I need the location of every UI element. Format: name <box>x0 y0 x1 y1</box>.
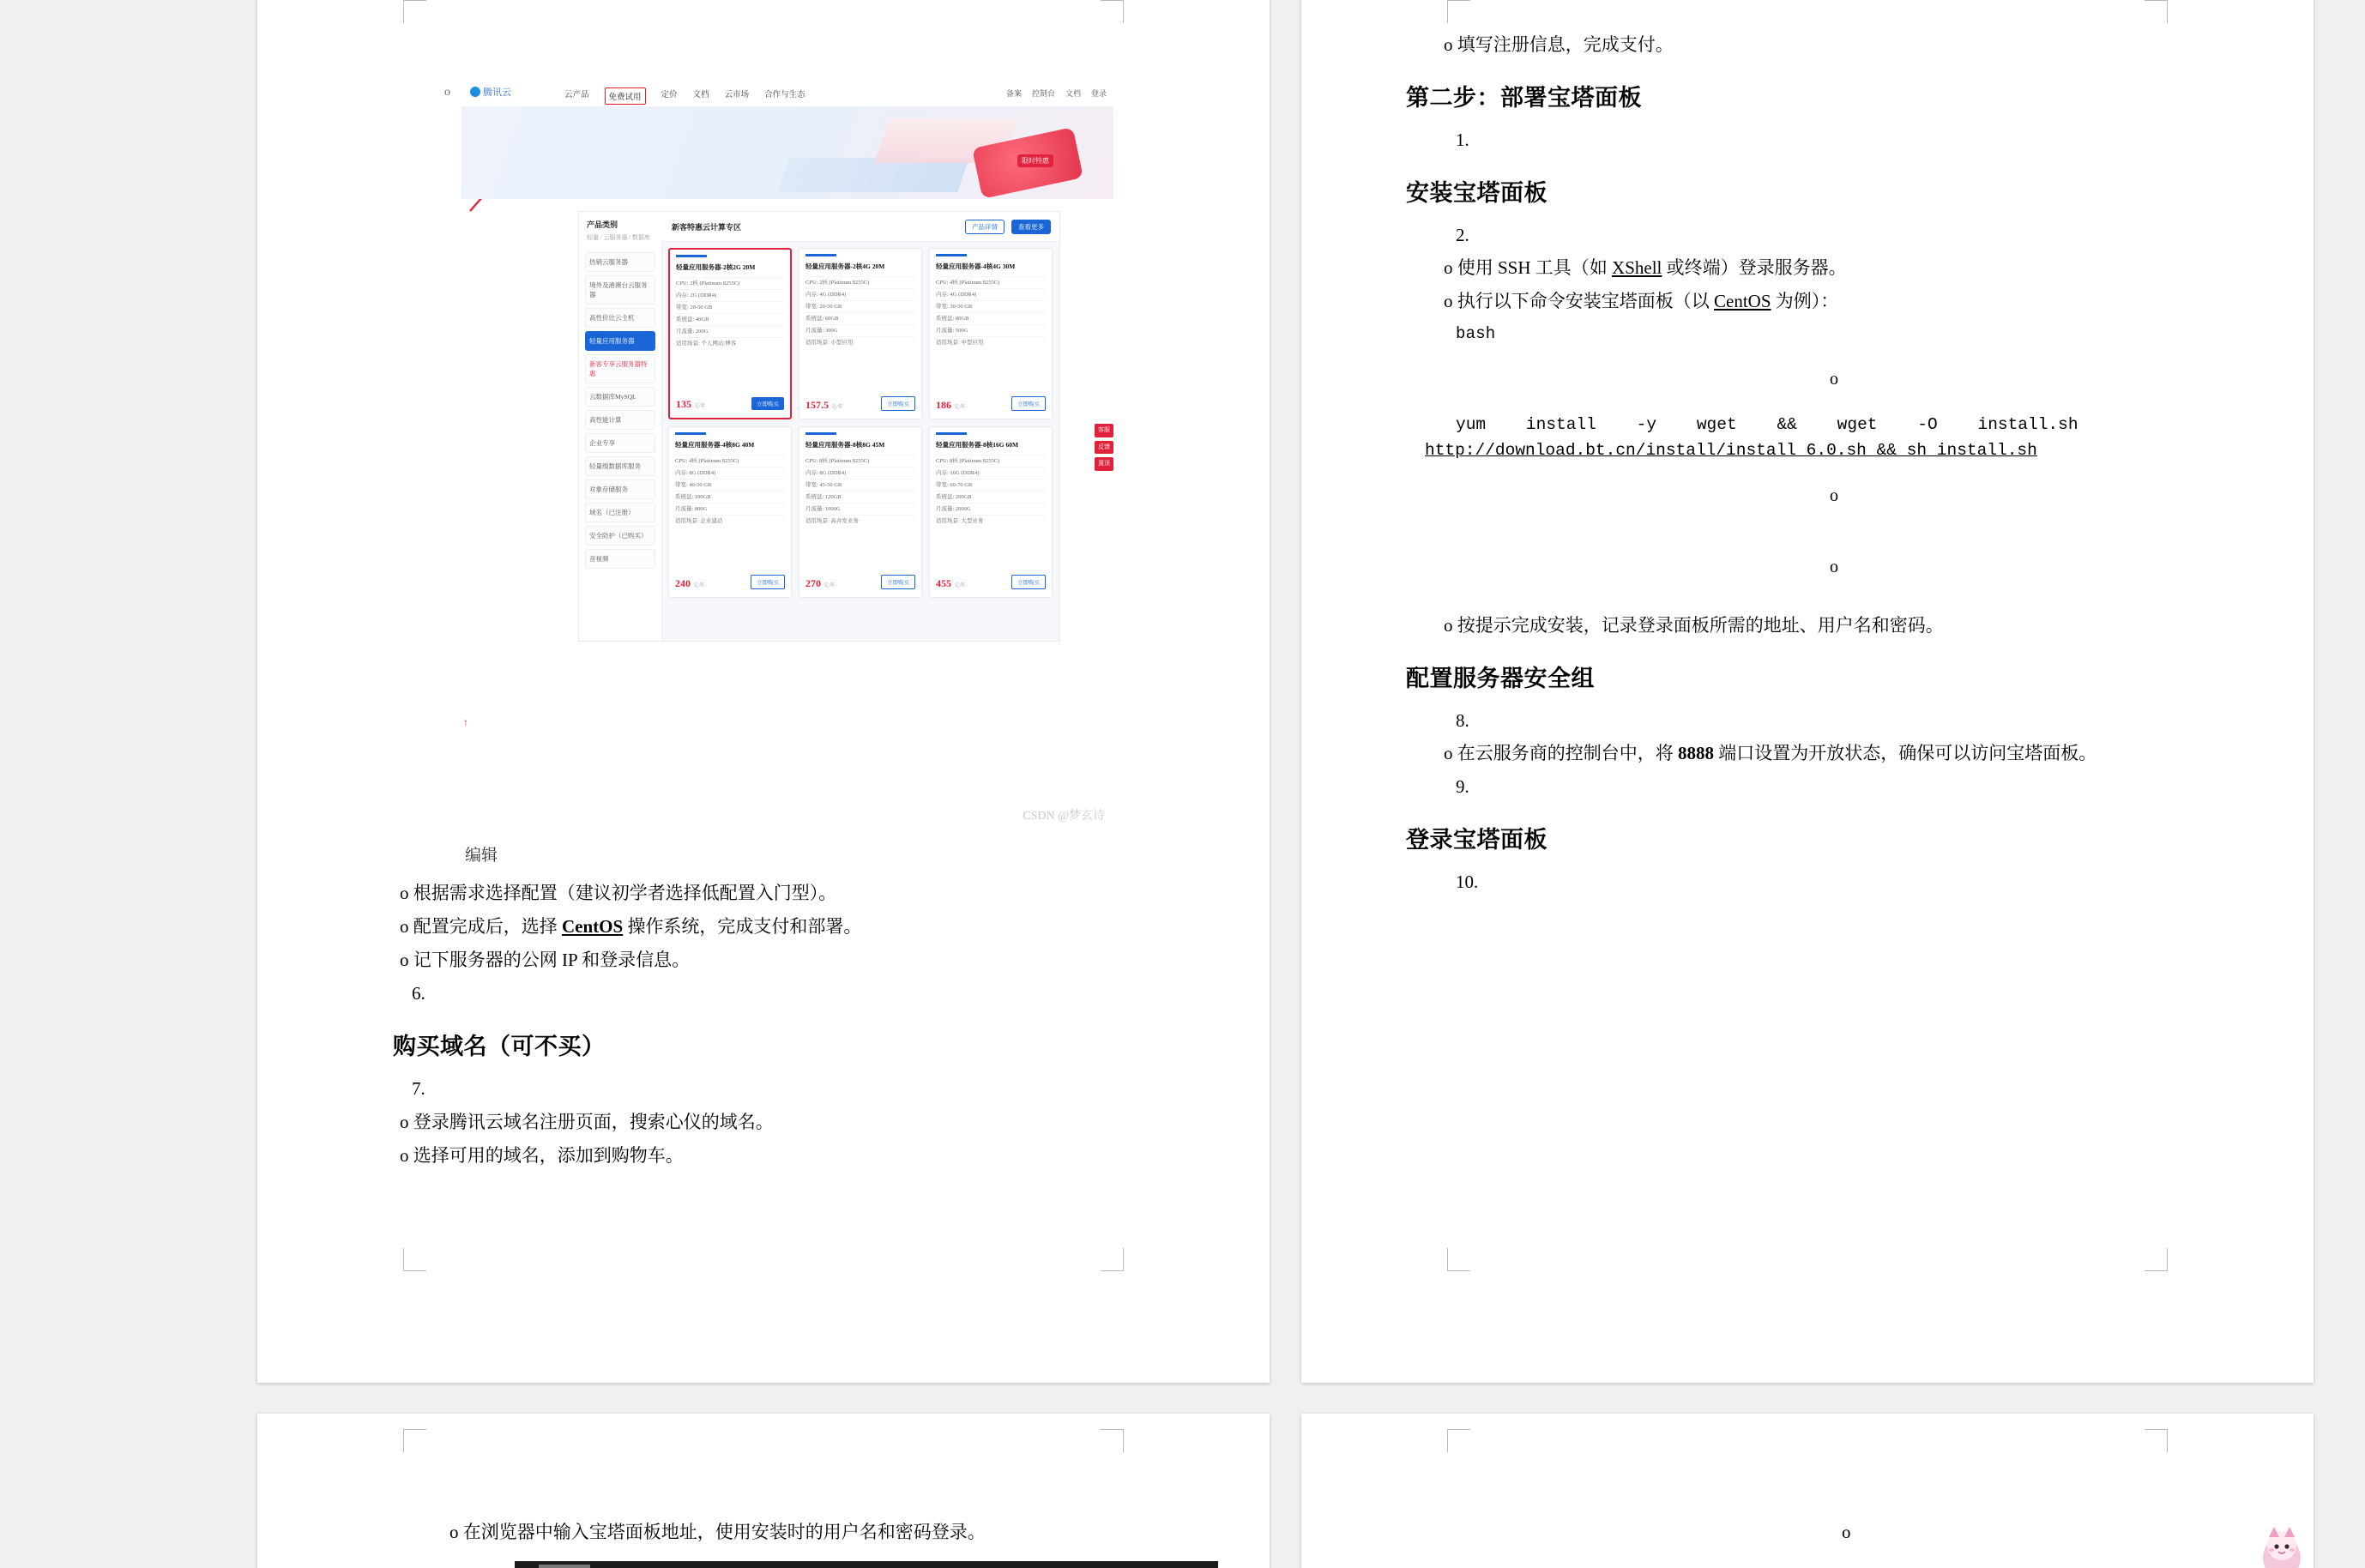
logo-dot-icon <box>470 87 480 97</box>
card-buy-button: 立即购买 <box>881 396 915 411</box>
product-card <box>668 426 792 598</box>
mascot-icon <box>2252 1523 2312 1568</box>
card-spec: 系统盘: 80GB <box>936 312 1046 324</box>
card-price: 186 元/年 <box>936 399 966 411</box>
page-right-body <box>1406 29 2212 899</box>
bullet-item-command: o 执行以下命令安装宝塔面板（以 CentOS 为例）： <box>1444 291 1839 312</box>
card-spec: 系统盘: 40GB <box>676 313 784 325</box>
bullet-item: o 登录腾讯云域名注册页面，搜索心仪的域名。 <box>400 1111 774 1132</box>
figure-site-nav-right <box>1006 87 1107 99</box>
card-spec: 月流量: 500G <box>936 324 1046 336</box>
card-spec: 月流量: 800G <box>675 503 785 515</box>
list-number: 10. <box>1456 871 1479 893</box>
card-accent-bar <box>805 432 836 435</box>
embedded-screenshot-figure <box>410 46 1113 835</box>
panel-header-buttons <box>965 220 1051 234</box>
nav-right-item: 控制台 <box>1031 89 1055 98</box>
section-heading-security: 配置服务器安全组 <box>1406 665 1595 691</box>
figure-logo-text: 腾讯云 <box>483 87 511 98</box>
nav-item: 文档 <box>692 91 709 100</box>
side-tab: 反馈 <box>1095 441 1113 455</box>
card-spec: 内存: 8G (DDR4) <box>805 467 915 479</box>
sidebar-item: 企业专享 <box>585 433 655 453</box>
os-name: CentOS <box>1714 291 1771 312</box>
card-spec: 月流量: 200G <box>676 325 784 337</box>
port-number: 8888 <box>1678 742 1714 763</box>
terminal-highlight <box>539 1565 590 1568</box>
card-spec: 适用场景: 大型业务 <box>936 515 1046 527</box>
figure-product-sidebar <box>579 212 662 641</box>
bullet-item: o 填写注册信息，完成支付。 <box>1444 34 1674 55</box>
card-price-unit: 元/年 <box>954 405 966 410</box>
document-page-right <box>1301 0 2314 1383</box>
card-spec: CPU: 8核 (Platinum 8255C) <box>805 455 915 467</box>
code-line: http://download.bt.cn/install/install_6.0.sh && sh install.sh <box>1425 441 2037 461</box>
card-spec: 系统盘: 200GB <box>936 491 1046 503</box>
card-price: 270 元/年 <box>805 577 836 589</box>
sidebar-title: 产品类别 <box>587 220 618 229</box>
card-title: 轻量应用服务器-8核8G 45M <box>805 441 885 449</box>
bullet-item: o 记下服务器的公网 IP 和登录信息。 <box>400 950 691 971</box>
card-spec: 适用场景: 高并发业务 <box>805 515 915 527</box>
list-number: 7. <box>412 1078 425 1100</box>
list-marker: o <box>1830 557 1838 576</box>
card-spec: 月流量: 1000G <box>805 503 915 515</box>
crop-mark <box>2145 1248 2168 1271</box>
card-price: 157.5 元/年 <box>805 399 843 411</box>
crop-mark <box>403 0 426 23</box>
crop-mark <box>2145 0 2168 23</box>
card-spec: 系统盘: 60GB <box>805 312 915 324</box>
tool-name: XShell <box>1612 257 1662 279</box>
crop-mark <box>403 1429 426 1452</box>
card-spec: CPU: 4核 (Platinum 8255C) <box>675 455 785 467</box>
card-spec: 内存: 16G (DDR4) <box>936 467 1046 479</box>
figure-product-cards <box>668 248 1053 636</box>
figure-hero-banner <box>462 106 1113 199</box>
figure-side-tabs <box>1095 424 1113 474</box>
figure-corner-marker: ↑ <box>463 716 468 728</box>
nav-item: 云产品 <box>564 91 589 100</box>
figure-site-topbar <box>462 79 1113 107</box>
code-line: yum install -y wget && wget -O install.sh <box>1456 415 2078 435</box>
product-card <box>929 248 1053 419</box>
card-spec: CPU: 2核 (Platinum 8255C) <box>676 277 784 289</box>
section-heading-install: 安装宝塔面板 <box>1406 180 1548 207</box>
figure-product-panel <box>578 211 1060 642</box>
crop-mark <box>1447 0 1470 23</box>
card-title: 轻量应用服务器-8核16G 60M <box>936 441 1019 449</box>
card-spec: CPU: 8核 (Platinum 8255C) <box>936 455 1046 467</box>
card-spec: 带宽: 60-70 GB <box>936 479 1046 491</box>
card-buy-button: 立即购买 <box>1011 396 1046 411</box>
side-tab: 置顶 <box>1095 457 1113 471</box>
product-card <box>668 248 792 419</box>
card-spec: 带宽: 40-50 GB <box>675 479 785 491</box>
card-accent-bar <box>805 254 836 256</box>
card-spec: 适用场景: 企业建站 <box>675 515 785 527</box>
document-page-left <box>257 0 1270 1383</box>
card-accent-bar <box>675 432 706 435</box>
bullet-item-ssh: o 使用 SSH 工具（如 XShell 或终端）登录服务器。 <box>1444 257 1847 279</box>
card-price-unit: 元/年 <box>824 583 836 588</box>
product-card <box>929 426 1053 598</box>
nav-item: 定价 <box>661 91 678 100</box>
code-language-label: bash <box>1456 323 1496 343</box>
section-heading-login: 登录宝塔面板 <box>1406 827 1548 853</box>
list-marker: o <box>1830 370 1838 389</box>
card-spec: CPU: 4核 (Platinum 8255C) <box>936 276 1046 288</box>
figure-caption: 编辑 <box>465 847 498 865</box>
section-heading-step2: 第二步：部署宝塔面板 <box>1406 85 1642 112</box>
sidebar-item: 轻量级数据库服务 <box>585 456 655 476</box>
figure-site-nav <box>564 87 805 105</box>
list-number: 9. <box>1456 775 1469 797</box>
bullet-item: o 配置完成后，选择 CentOS 操作系统，完成支付和部署。 <box>400 916 862 938</box>
nav-right-item: 备案 <box>1005 89 1022 98</box>
crop-mark <box>2145 1429 2168 1452</box>
crop-mark <box>1447 1429 1470 1452</box>
os-name: CentOS <box>562 916 624 938</box>
card-price-unit: 元/年 <box>831 405 843 410</box>
card-spec: 适用场景: 个人网站/博客 <box>676 337 784 349</box>
crop-mark <box>1101 1248 1124 1271</box>
figure-panel-header <box>661 212 1059 242</box>
crop-mark <box>1447 1248 1470 1271</box>
bullet-item: o 按提示完成安装，记录登录面板所需的地址、用户名和密码。 <box>1444 614 1944 636</box>
card-spec: 适用场景: 小型应用 <box>805 336 915 348</box>
list-number: 6. <box>412 983 425 1004</box>
nav-item-highlighted: 免费试用 <box>605 87 646 105</box>
card-price-unit: 元/年 <box>954 583 966 588</box>
card-spec: 内存: 8G (DDR4) <box>675 467 785 479</box>
card-spec: CPU: 2核 (Platinum 8255C) <box>805 276 915 288</box>
list-marker: o <box>444 86 450 99</box>
code-block <box>1406 412 2212 463</box>
card-spec: 月流量: 300G <box>805 324 915 336</box>
side-tab: 客服 <box>1095 424 1113 437</box>
product-card <box>799 426 922 598</box>
panel-detail-button: 产品详情 <box>965 220 1005 234</box>
card-spec: 带宽: 30-50 GB <box>936 300 1046 312</box>
card-price: 240 元/年 <box>675 577 705 589</box>
terminal-strip <box>515 1561 1218 1568</box>
card-price: 135 元/年 <box>676 398 706 410</box>
bullet-item: o 在浏览器中输入宝塔面板地址，使用安装时的用户名和密码登录。 <box>449 1522 986 1542</box>
card-spec: 内存: 2G (DDR4) <box>676 289 784 301</box>
sidebar-item: 安全防护（已购买） <box>585 526 655 546</box>
document-page-left-next <box>257 1414 1270 1568</box>
sidebar-item: 云数据库MySQL <box>585 387 655 407</box>
sidebar-item: 域名（已注册） <box>585 503 655 522</box>
card-title: 轻量应用服务器-4核4G 30M <box>936 262 1016 270</box>
sidebar-subtitle: 轻量 / 云服务器 / 数据库 <box>587 234 650 241</box>
nav-right-item: 文档 <box>1065 89 1081 98</box>
list-number: 1. <box>1456 130 1469 151</box>
card-title: 轻量应用服务器-4核8G 40M <box>675 441 755 449</box>
card-price-unit: 元/年 <box>694 404 706 409</box>
crop-mark <box>403 1248 426 1271</box>
sidebar-item: 高性能计算 <box>585 410 655 430</box>
card-spec: 带宽: 20-50 GB <box>805 300 915 312</box>
bullet-item-port: o 在云服务商的控制台中，将 8888 端口设置为开放状态，确保可以访问宝塔面板。 <box>1444 742 2097 763</box>
card-buy-button: 立即购买 <box>751 397 784 410</box>
sidebar-item-selected: 轻量应用服务器 <box>585 331 655 351</box>
sidebar-item: 新客专享云服务器特惠 <box>585 354 655 383</box>
card-buy-button: 立即购买 <box>1011 575 1046 589</box>
page-left-body <box>362 29 1168 1173</box>
panel-more-button: 查看更多 <box>1011 220 1051 234</box>
card-spec: 适用场景: 中型应用 <box>936 336 1046 348</box>
card-accent-bar <box>676 255 707 257</box>
hero-decoration <box>778 158 969 192</box>
card-spec: 内存: 4G (DDR4) <box>936 288 1046 300</box>
list-marker: o <box>1830 485 1838 505</box>
nav-right-item: 登录 <box>1090 89 1107 98</box>
card-price-unit: 元/年 <box>693 583 705 588</box>
list-number: 2. <box>1456 225 1469 246</box>
card-spec: 带宽: 45-50 GB <box>805 479 915 491</box>
card-spec: 系统盘: 100GB <box>675 491 785 503</box>
sidebar-item: 对象存储服务 <box>585 479 655 499</box>
sidebar-item: 境外及港澳台云服务器 <box>585 275 655 305</box>
bullet-item: o 选择可用的域名，添加到购物车。 <box>400 1144 684 1166</box>
bullet-item: o 根据需求选择配置（建议初学者选择低配置入门型）。 <box>400 883 837 903</box>
list-number: 8. <box>1456 709 1469 731</box>
hero-badge: 限时特惠 <box>1017 154 1053 167</box>
section-heading-domain: 购买域名（可不买） <box>393 1034 606 1060</box>
sidebar-item: 热销云服务器 <box>585 252 655 272</box>
crop-mark <box>1101 1429 1124 1452</box>
card-price: 455 元/年 <box>936 577 966 589</box>
panel-title: 新客特惠云计算专区 <box>672 223 742 232</box>
card-spec: 系统盘: 120GB <box>805 491 915 503</box>
card-accent-bar <box>936 254 967 256</box>
crop-mark <box>1101 0 1124 23</box>
sidebar-item: 音视频 <box>585 549 655 569</box>
card-spec: 月流量: 2000G <box>936 503 1046 515</box>
card-spec: 带宽: 20-50 GB <box>676 301 784 313</box>
card-title: 轻量应用服务器-2核4G 20M <box>805 262 885 270</box>
list-marker: o <box>1842 1522 1851 1542</box>
card-accent-bar <box>936 432 967 435</box>
product-card <box>799 248 922 419</box>
card-title: 轻量应用服务器-2核2G 20M <box>676 263 756 271</box>
nav-item: 合作与生态 <box>764 91 805 100</box>
document-page-right-next <box>1301 1414 2314 1568</box>
sidebar-item: 高性价比云主机 <box>585 308 655 328</box>
card-spec: 内存: 4G (DDR4) <box>805 288 915 300</box>
card-buy-button: 立即购买 <box>881 575 915 589</box>
watermark: CSDN @梦玄诗 <box>1023 810 1105 823</box>
nav-item: 云市场 <box>724 91 750 100</box>
card-buy-button: 立即购买 <box>751 575 785 589</box>
figure-site-logo <box>470 85 511 99</box>
